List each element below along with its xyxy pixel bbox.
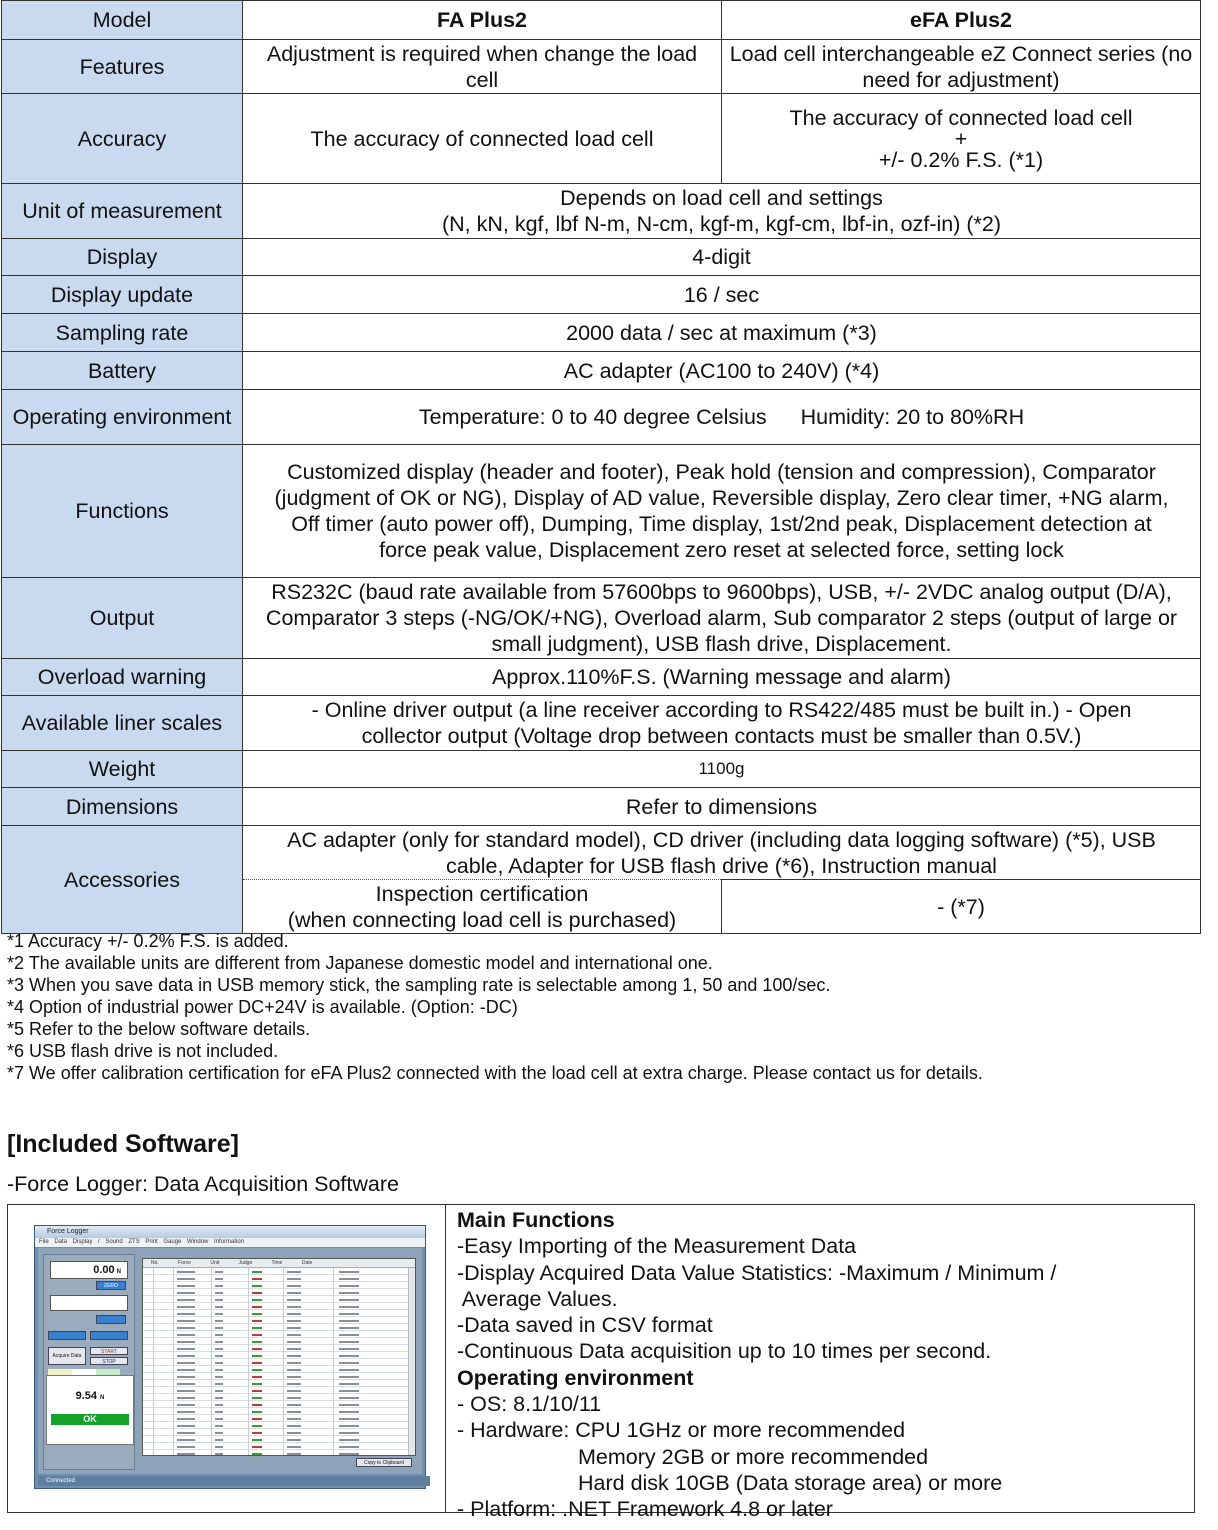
left-panel <box>43 1254 135 1470</box>
main-function-item: Average Values. <box>457 1286 618 1311</box>
battery-label: Battery <box>2 352 243 390</box>
accuracy-fa: The accuracy of connected load cell <box>243 94 722 184</box>
display-label: Display <box>2 239 243 276</box>
accuracy-efa <box>722 94 1201 184</box>
env-title: Operating environment <box>457 1365 694 1390</box>
force-reading-bottom <box>47 1390 133 1402</box>
force-value-bottom: 9.54 <box>75 1390 98 1402</box>
dimensions-label: Dimensions <box>2 788 243 826</box>
copy-to-clipboard-button[interactable]: Copy to Clipboard <box>356 1458 412 1467</box>
menu-bar: File Data Display / Sound ZTS Print Gauge Window Information <box>35 1238 425 1247</box>
accessories-fa-line2: (when connecting load cell is purchased) <box>287 907 677 932</box>
operating-humidity: Humidity: 20 to 80%RH <box>800 405 1025 429</box>
force-value-top: 0.00 <box>93 1264 115 1276</box>
env-disk: Hard disk 10GB (Data storage area) or more <box>578 1470 1003 1495</box>
footnote: *1 Accuracy +/- 0.2% F.S. is added. <box>7 931 289 951</box>
accuracy-efa-line3: +/- 0.2% F.S. (*1) <box>878 147 1044 172</box>
env-hardware: - Hardware: CPU 1GHz or more recommended <box>457 1418 906 1443</box>
accessories-label: Accessories <box>2 826 243 934</box>
footnote: *3 When you save data in USB memory stick, the sampling rate is selectable among 1, 50 and 100/sec. <box>7 975 831 995</box>
main-function-item: -Continuous Data acquisition up to 10 times per second. <box>457 1339 992 1364</box>
env-platform: - Platform: .NET Framework 4.8 or later <box>457 1497 833 1522</box>
header-label: Model <box>2 1 243 40</box>
overload-value: Approx.110%F.S. (Warning message and alarm) <box>243 659 1201 696</box>
section-title: [Included Software] <box>7 1130 239 1158</box>
ok-indicator: OK <box>51 1414 129 1425</box>
main-function-item: -Data saved in CSV format <box>457 1313 713 1338</box>
unit-line1: Depends on load cell and settings <box>560 186 883 210</box>
weight-value: 1100g <box>243 751 1201 788</box>
footnote: *7 We offer calibration certification for eFA Plus2 connected with the load cell at extra charge. Please contact us for details. <box>7 1063 983 1083</box>
env-memory: Memory 2GB or more recommended <box>578 1444 929 1469</box>
software-screenshot <box>34 1225 426 1489</box>
accessories-efa: - (*7) <box>722 880 1201 934</box>
grid-scrollbar[interactable] <box>408 1268 415 1455</box>
footnote: *2 The available units are different from Japanese domestic model and international one. <box>7 953 713 973</box>
footnotes <box>7 930 1207 1084</box>
main-functions-title: Main Functions <box>457 1208 615 1232</box>
accuracy-efa-plus: + <box>954 126 968 151</box>
footnote: *5 Refer to the below software details. <box>7 1019 311 1039</box>
judgment-panel <box>46 1375 134 1445</box>
sampling-value: 2000 data / sec at maximum (*3) <box>243 314 1201 352</box>
mode-button-2[interactable] <box>90 1331 128 1340</box>
force-reading-top <box>50 1261 128 1279</box>
operating-label: Operating environment <box>2 390 243 445</box>
status-bar: Connected <box>38 1476 430 1486</box>
accuracy-efa-line1: The accuracy of connected load cell <box>789 105 1133 130</box>
accessories-fa-line1: Inspection certification <box>375 881 589 906</box>
weight-label: Weight <box>2 751 243 788</box>
dimensions-value: Refer to dimensions <box>243 788 1201 826</box>
force-unit-bottom: N <box>100 1395 105 1401</box>
secondary-display <box>50 1295 128 1311</box>
spec-table <box>1 0 1201 934</box>
unit-line2: (N, kN, kgf, lbf N-m, N-cm, kgf-m, kgf-cm, lbf-in, ozf-in) (*2) <box>441 212 1002 236</box>
window-title: Force Logger <box>35 1226 425 1238</box>
operating-temperature: Temperature: 0 to 40 degree Celsius <box>418 405 767 429</box>
main-function-item: -Display Acquired Data Value Statistics: -Maximum / Minimum / <box>457 1260 1057 1285</box>
acquire-data-button[interactable]: Acquire Data <box>48 1347 86 1365</box>
functions-label: Functions <box>2 445 243 578</box>
accessories-fa <box>243 880 722 934</box>
software-details <box>457 1207 1056 1523</box>
sampling-label: Sampling rate <box>2 314 243 352</box>
grid-header: No. Force Unit Judge Time Date <box>143 1259 415 1268</box>
zero-button[interactable]: ZERO <box>96 1281 126 1290</box>
features-efa: Load cell interchangeable eZ Connect series (no need for adjustment) <box>722 40 1201 94</box>
zero-button-2[interactable] <box>96 1315 126 1324</box>
accessories-common: AC adapter (only for standard model), CD driver (including data logging software) (*5), USB cable, Adapter for USB flash drive (*6), Instruction manual <box>243 826 1201 880</box>
liner-value: - Online driver output (a line receiver according to RS422/485 must be built in.) - Open collector output (Voltage drop between contacts must be smaller than 0.5V.) <box>243 696 1201 751</box>
footnote: *6 USB flash drive is not included. <box>7 1041 279 1061</box>
liner-label: Available liner scales <box>2 696 243 751</box>
display-update-label: Display update <box>2 276 243 314</box>
operating-value <box>243 390 1201 445</box>
env-os: - OS: 8.1/10/11 <box>457 1392 602 1417</box>
header-fa-plus2: FA Plus2 <box>243 1 722 40</box>
features-fa: Adjustment is required when change the load cell <box>243 40 722 94</box>
overload-label: Overload warning <box>2 659 243 696</box>
section-subtitle: -Force Logger: Data Acquisition Software <box>7 1172 399 1196</box>
data-grid <box>142 1258 416 1456</box>
start-button[interactable]: START <box>90 1347 128 1355</box>
header-efa-plus2: eFA Plus2 <box>722 1 1201 40</box>
main-function-item: -Easy Importing of the Measurement Data <box>457 1234 857 1259</box>
features-label: Features <box>2 40 243 94</box>
force-unit-top: N <box>116 1269 121 1275</box>
unit-label: Unit of measurement <box>2 184 243 239</box>
accuracy-label: Accuracy <box>2 94 243 184</box>
mode-button[interactable] <box>48 1331 86 1340</box>
functions-value: Customized display (header and footer), Peak hold (tension and compression), Comparator (judgment of OK or NG), Display of AD value, Reversible display, Zero clear timer, +NG alarm, Off timer (auto power off), Dumping, Time display, 1st/2nd peak, Displacement detection at force peak value, Displacement zero reset at selected force, setting lock <box>243 445 1201 578</box>
output-value: RS232C (baud rate available from 57600bps to 9600bps), USB, +/- 2VDC analog output (D/A), Comparator 3 steps (-NG/OK/+NG), Overload alarm, Sub comparator 2 steps (output of large or small judgment), USB flash drive, Displacement. <box>243 578 1201 659</box>
display-value: 4-digit <box>243 239 1201 276</box>
software-box <box>7 1204 1195 1522</box>
battery-value: AC adapter (AC100 to 240V) (*4) <box>243 352 1201 390</box>
display-update-value: 16 / sec <box>243 276 1201 314</box>
app-body <box>38 1248 422 1474</box>
stop-button[interactable]: STOP <box>90 1357 128 1365</box>
unit-value <box>243 184 1201 239</box>
output-label: Output <box>2 578 243 659</box>
footnote: *4 Option of industrial power DC+24V is available. (Option: -DC) <box>7 997 518 1017</box>
